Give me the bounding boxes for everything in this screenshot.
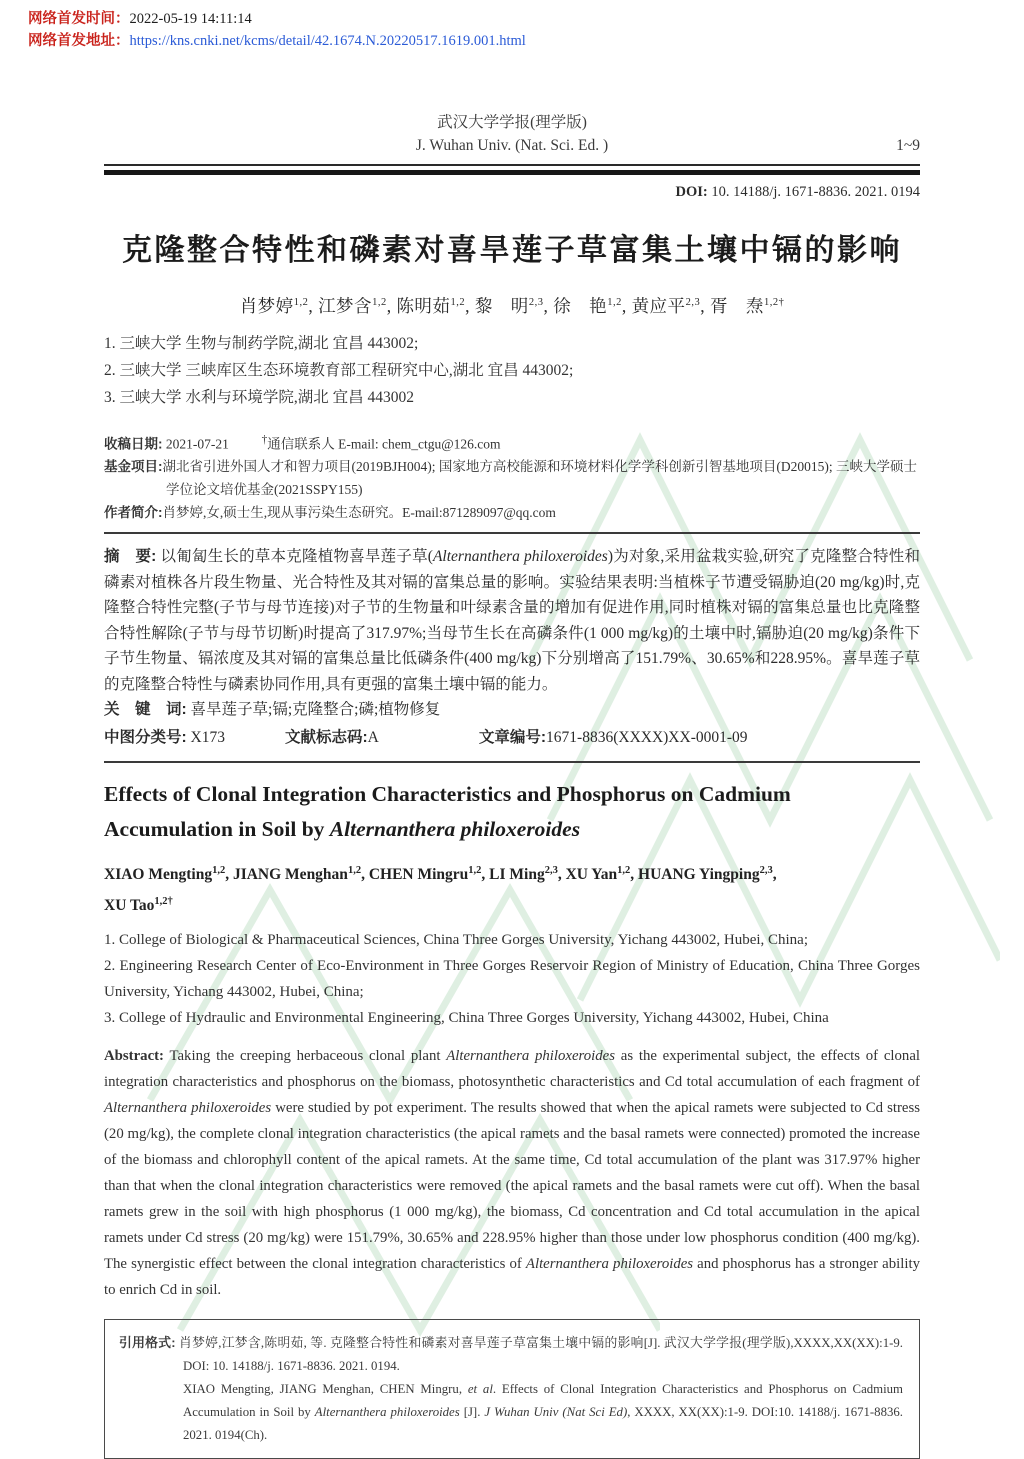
section-rule [104,532,920,534]
keywords-row [104,697,920,723]
author-en: XIAO Mengting$^{1,2}$, [104,865,233,884]
online-first-time-row [28,8,1024,30]
abstract-en-label: Abstract: [104,1048,164,1065]
author-en: JIANG Menghan$^{1,2}$, [232,865,369,884]
affiliations-cn [104,330,920,411]
fund-label: 基金项目: [104,459,163,474]
affiliations-en [104,927,920,1031]
citation-box [104,1319,920,1459]
species-name-italic: Alternanthera philoxeroides [329,817,581,841]
received-label: 收稿日期: [104,436,163,451]
affiliation-en-1: 1. College of Biological & Pharmaceutical Sciences, China Three Gorges University, Yichang 443002, Hubei, China; [104,932,809,949]
doi-row [104,184,920,201]
author-cn: 江梦含$^{1,2}$, [318,295,392,316]
author-en: LI Ming$^{2,3}$, [489,865,566,884]
author-en: XU Tao$^{1,2\dagger}$ [104,896,173,915]
online-first-url-link[interactable]: https://kns.cnki.net/kcms/detail/42.1674.N.20220517.1619.001.html [129,33,526,49]
section-rule [104,761,920,763]
header-rule-thick [104,170,920,175]
corresponding-contact: 通信联系人 E-mail: chem_ctgu@126.com [267,436,501,451]
article-id: 文章编号:1671-8836(XXXX)XX-0001-09 [478,729,748,746]
article-title-cn: 克隆整合特性和磷素对喜旱莲子草富集土壤中镉的影响 [122,233,902,267]
species-name-italic: Alternanthera philoxeroides [104,1100,272,1117]
doi-value: 10. 14188/j. 1671-8836. 2021. 0194 [711,183,920,200]
abstract-en: Abstract: Taking the creeping herbaceous clonal plant Alternanthera philoxeroides as the experimental subject, the effects of clonal integration characteristics and phosphorus on the biomass, photosynthetic characteristics and Cd total accumulation of each fragment of Alternanthera philoxeroides were studied by pot experiment. The results showed that when the apical ramets were subjected to Cd stress (20 mg/kg), the complete clonal integration characteristics (the apical ramets and the basal ramets were connected) promoted the increase of the biomass and chlorophyll content of the apical ramets. At the same time, Cd total accumulation of the plant was 317.97% higher than that when the clonal integration characteristics were removed (the apical ramets and the basal ramets were cut off). When the basal ramets grew in the soil with high phosphorus (1 000 mg/kg), the biomass, Cd concentration and Cd total accumulation in the apical ramets under Cd stress (20 mg/kg) were 151.79%, 30.65% and 228.95% higher than those under low phosphorus condition (400 mg/kg). The synergistic effect between the clonal integration characteristics of Alternanthera philoxeroides and phosphorus has a stronger ability to enrich Cd in soil. [104,1048,921,1299]
species-name-italic: Alternanthera philoxeroides [432,548,608,565]
author-cn: 肖梦婷$^{1,2}$, [239,295,314,316]
affiliation-cn-3: 3. 三峡大学 水利与环境学院,湖北 宜昌 443002 [104,388,415,406]
online-first-addr-row [28,30,1024,52]
keywords-text: 喜旱莲子草;镉;克隆整合;磷;植物修复 [190,701,441,718]
corresponding-dagger: † [261,433,268,446]
citation-cn: 引用格式: 肖梦婷,江梦含,陈明茹, 等. 克隆整合特性和磷素对喜旱莲子草富集土壤中镉的影响[J]. 武汉大学学报(理学版),XXXX,XX(XX):1-9. DOI: 10. 14188/j. 1671-8836. 2021. 0194. [119,1335,903,1374]
header-rule-thin [104,164,920,166]
online-first-header [0,0,1024,52]
clc-number: 中图分类号: X173 [104,729,225,746]
affiliation-en-3: 3. College of Hydraulic and Environmental Engineering, China Three Gorges University, Yichang 443002, Hubei, China [104,1010,829,1027]
author-en: HUANG Yingping$^{2,3}$, [638,865,777,884]
page-range: 1~9 [896,137,920,154]
authors-en [104,857,920,919]
author-cn: 胥 焘$^{1,2\dagger}$ [709,295,785,316]
clc-row [104,725,920,751]
citation-label: 引用格式: [119,1335,176,1351]
citation-en: XIAO Mengting, JIANG Menghan, CHEN Mingru, et al. Effects of Clonal Integration Characteristics and Phosphorus on Cadmium Accumulation in Soil by Alternanthera philoxeroides [J]. J Wuhan Univ (Nat Sci Ed), XXXX, XX(XX):1-9. DOI:10. 14188/j. 1671-8836. 2021. 0194(Ch). [183,1382,904,1443]
online-first-addr-label: 网络首发地址： [28,33,130,49]
author-cn: 黎 明$^{2,3}$, [474,295,549,316]
abstract-cn-label: 摘 要: [104,548,157,565]
bio-label: 作者简介: [104,505,163,520]
fund-text: 湖北省引进外国人才和智力项目(2019BJH004); 国家地方高校能源和环境材料化学学科创新引智基地项目(D20015); 三峡大学硕士学位论文培优基金(2021SSPY155) [162,459,917,497]
journal-name-en: J. Wuhan Univ. (Nat. Sci. Ed. ) [415,137,609,154]
online-first-time-label: 网络首发时间： [28,11,130,27]
species-name-italic: Alternanthera philoxeroides [314,1405,460,1420]
footnote-block [104,429,920,525]
online-first-time-value: 2022-05-19 14:11:14 [129,11,252,27]
article-title-en: Effects of Clonal Integration Characteristics and Phosphorus on Cadmium Accumulation in Soil by Alternanthera philoxeroides [104,782,791,841]
fund-row [104,455,920,501]
author-en: XU Yan$^{1,2}$, [565,865,639,884]
species-name-italic: Alternanthera philoxeroides [446,1048,615,1065]
journal-name-cn: 武汉大学学报(理学版) [437,114,587,131]
bio-row [104,501,920,524]
author-cn: 黄应平$^{2,3}$, [631,295,706,316]
abstract-cn [104,544,920,697]
affiliation-cn-1: 1. 三峡大学 生物与制药学院,湖北 宜昌 443002; [104,334,419,352]
species-name-italic: Alternanthera philoxeroides [525,1256,694,1273]
received-row [104,429,920,456]
received-value: 2021-07-21 [165,436,229,451]
author-cn: 陈明茹$^{1,2}$, [396,295,470,316]
keywords-label: 关 键 词: [104,701,187,718]
journal-name-italic: J Wuhan Univ (Nat Sci Ed) [484,1405,628,1420]
affiliation-en-2: 2. Engineering Research Center of Eco-Environment in Three Gorges Reservoir Region of Ministry of Education, China Three Gorges University, Yichang 443002, Hubei, China; [104,958,920,1001]
authors-cn [104,293,920,318]
document-code: 文献标志码:A [285,729,379,746]
doi-label: DOI: [675,183,708,200]
bio-text: 肖梦婷,女,硕士生,现从事污染生态研究。E-mail:871289097@qq.com [162,505,556,520]
abstract-cn-text: )为对象,采用盆栽实验,研究了克隆整合特性和磷素对植株各片段生物量、光合特性及其对镉的富集总量的影响。实验结果表明:当植株子节遭受镉胁迫(20 mg/kg)时,克隆整合特性完整(子节与母节连接)对子节的生物量和叶绿素含量的增加有促进作用,同时植株对镉的富集总量也比克隆整合特性解除(子节与母节切断)时提高了317.97%;当母节生长在高磷条件(1 000 mg/kg)的土壤中时,镉胁迫(20 mg/kg)条件下子节生物量、镉浓度及其对镉的富集总量比低磷条件(400 mg/kg)下分别增高了151.79%、30.65%和228.95%。喜旱莲子草的克隆整合特性与磷素协同作用,具有更强的富集土壤中镉的能力。 [104,548,920,693]
affiliation-cn-2: 2. 三峡大学 三峡库区生态环境教育部工程研究中心,湖北 宜昌 443002; [104,361,574,379]
author-cn: 徐 艳$^{1,2}$, [553,295,627,316]
author-en: CHEN Mingru$^{1,2}$, [368,865,490,884]
abstract-cn-text: 以匍匐生长的草本克隆植物喜旱莲子草( [160,548,433,565]
journal-header [104,110,920,155]
